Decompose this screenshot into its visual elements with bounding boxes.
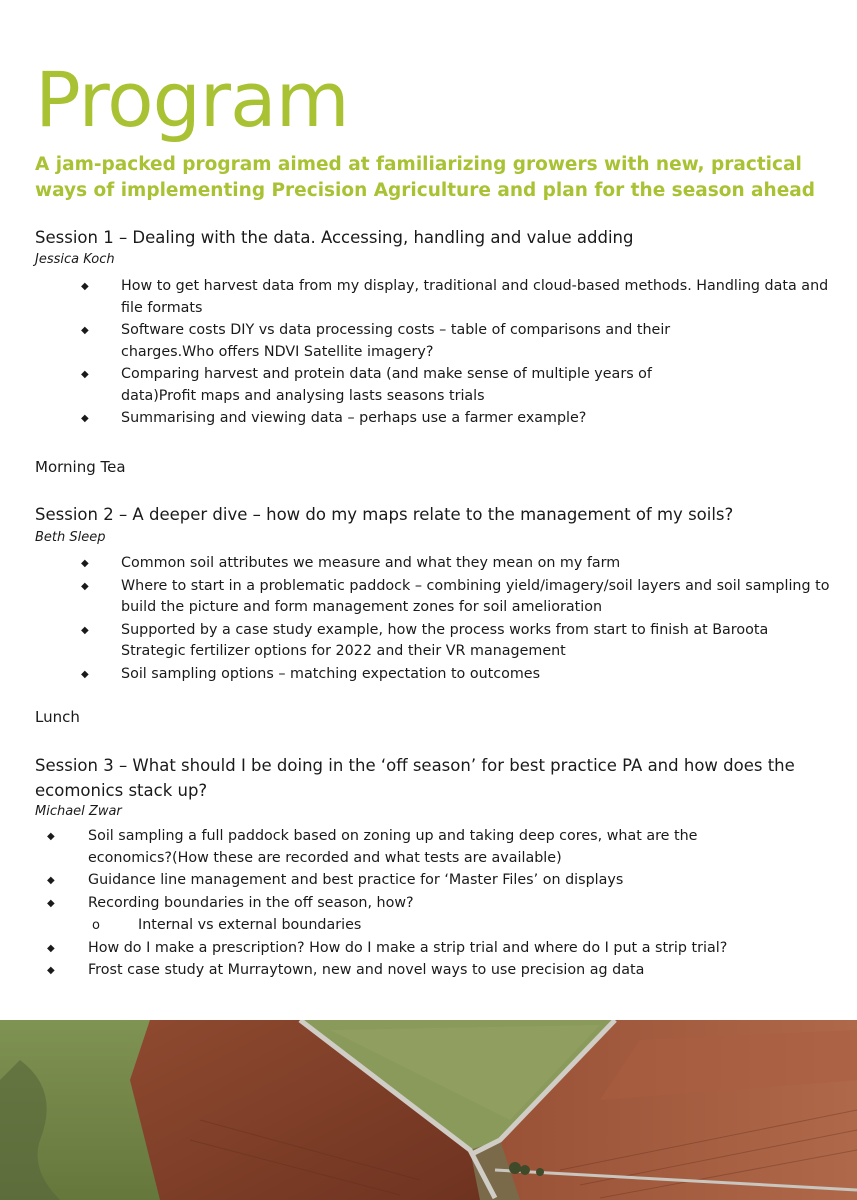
- session-1-title: Session 1 – Dealing with the data. Accessing, handling and value adding: [35, 228, 634, 247]
- diamond-bullet-icon: ◆: [81, 281, 89, 292]
- diamond-bullet-icon: ◆: [81, 668, 89, 680]
- session-2-title: Session 2 – A deeper dive – how do my maps relate to the management of my soils?: [35, 505, 734, 524]
- session-1-list: [81, 276, 836, 431]
- list-item: ◆ Supported by a case study example, how the process works from start to finish at Baroota Strategic fertilizer options for 2022 and their VR management: [81, 621, 769, 659]
- list-item: ◆ Software costs DIY vs data processing costs – table of comparisons and their charges.Who offers NDVI Satellite imagery?: [81, 322, 671, 360]
- session-3-speaker: Michael Zwar: [35, 804, 122, 819]
- list-item: ◆ Soil sampling a full paddock based on zoning up and taking deep cores, what are the economics?(How these are recorded and what tests are available): [47, 828, 698, 866]
- list-item: ◆ Where to start in a problematic paddock – combining yield/imagery/soil layers and soil sampling to build the picture and form management zones for soil amelioration: [81, 577, 830, 615]
- list-item: ◆ Common soil attributes we measure and what they mean on my farm: [121, 553, 843, 575]
- list-item: ◆ How to get harvest data from my display, traditional and cloud-based methods. Handling data and file formats: [81, 278, 829, 316]
- list-item: ◆ How do I make a prescription? How do I make a strip trial and where do I put a strip trial?: [88, 938, 828, 960]
- diamond-bullet-icon: ◆: [81, 369, 89, 380]
- circle-bullet-icon: o: [92, 918, 100, 933]
- break-morning-tea: Morning Tea: [35, 458, 126, 476]
- diamond-bullet-icon: ◆: [47, 897, 55, 909]
- diamond-bullet-icon: ◆: [47, 875, 55, 886]
- list-item: ◆ Soil sampling options – matching expectation to outcomes: [121, 664, 843, 686]
- page-subtitle: A jam-packed program aimed at familiarizing growers with new, practical ways of implementing Precision Agriculture and plan for the season ahead: [35, 154, 815, 201]
- list-item: ◆ Guidance line management and best practice for ‘Master Files’ on displays: [88, 870, 828, 892]
- diamond-bullet-icon: ◆: [81, 413, 89, 424]
- list-item: ◆ Recording boundaries in the off season, how?: [88, 893, 828, 915]
- session-2-speaker: Beth Sleep: [35, 530, 106, 545]
- diamond-bullet-icon: ◆: [81, 580, 89, 592]
- page-title: Program: [35, 55, 349, 144]
- list-item: ◆ Summarising and viewing data – perhaps use a farmer example?: [121, 408, 836, 430]
- list-item: ◆ Frost case study at Murraytown, new and novel ways to use precision ag data: [88, 960, 828, 982]
- diamond-bullet-icon: ◆: [47, 831, 55, 842]
- session-2-list: [81, 553, 843, 686]
- session-1-speaker: Jessica Koch: [35, 252, 115, 267]
- session-3-title: Session 3 – What should I be doing in the ‘off season’ for best practice PA and how does the ecomonics stack up?: [35, 756, 795, 800]
- session-3-list: [47, 826, 828, 983]
- diamond-bullet-icon: ◆: [81, 558, 89, 569]
- break-lunch: Lunch: [35, 708, 80, 726]
- diamond-bullet-icon: ◆: [81, 624, 89, 636]
- diamond-bullet-icon: ◆: [47, 965, 55, 976]
- list-sub-item: o Internal vs external boundaries: [88, 915, 828, 937]
- aerial-farmland-photo: [0, 1020, 857, 1200]
- list-item: ◆ Comparing harvest and protein data (and make sense of multiple years of data)Profit maps and analysing lasts seasons trials: [81, 366, 652, 404]
- diamond-bullet-icon: ◆: [81, 325, 89, 336]
- diamond-bullet-icon: ◆: [47, 942, 55, 954]
